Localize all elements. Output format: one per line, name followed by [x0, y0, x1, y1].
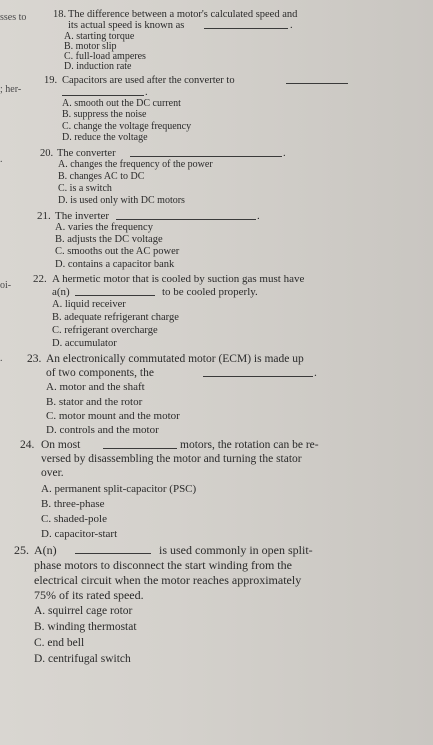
question-number: 20.: [40, 148, 54, 159]
answer-blank: [75, 543, 151, 554]
question-text: A hermetic motor that is cooled by suction gas must have: [52, 273, 305, 285]
option: C. shaded-pole: [41, 513, 107, 525]
option: B. motor slip: [64, 41, 117, 52]
question-text: The converter: [57, 148, 116, 159]
margin-fragment-4: oi-: [0, 280, 12, 291]
option: B. winding thermostat: [34, 621, 137, 633]
option: A. liquid receiver: [52, 299, 126, 310]
option: A. changes the frequency of the power: [58, 159, 213, 170]
option: C. smooths out the AC power: [55, 246, 180, 257]
option: B. adequate refrigerant charge: [52, 312, 179, 323]
option: D. capacitor-start: [41, 528, 118, 540]
question-number: 23.: [27, 353, 42, 365]
option: C. end bell: [34, 637, 85, 649]
question-punctuation: .: [290, 20, 293, 31]
option: C. change the voltage frequency: [62, 121, 192, 132]
question-text: An electronically commutated motor (ECM) is made up: [46, 353, 304, 365]
question-text: A(n): [34, 543, 57, 557]
question-number: 18.: [53, 9, 67, 20]
question-punctuation: .: [257, 210, 260, 222]
option: C. is a switch: [58, 183, 112, 194]
option: B. stator and the rotor: [46, 396, 143, 408]
question-text: versed by disassembling the motor and turning the stator: [41, 453, 302, 465]
option: C. refrigerant overcharge: [52, 325, 158, 336]
answer-blank: [203, 367, 313, 377]
answer-blank: [103, 439, 177, 449]
question-text: The difference between a motor's calculated speed and: [68, 9, 298, 20]
option: D. contains a capacitor bank: [55, 259, 175, 270]
margin-fragment-5: .: [0, 353, 3, 364]
question-text: over.: [41, 467, 64, 479]
option: B. three-phase: [41, 498, 105, 510]
question-text: motors, the rotation can be re-: [180, 439, 319, 451]
option: A. permanent split-capacitor (PSC): [41, 483, 197, 495]
option: C. motor mount and the motor: [46, 410, 180, 422]
question-punctuation: .: [145, 87, 148, 98]
option: C. full-load amperes: [64, 51, 146, 62]
answer-blank: [62, 87, 144, 96]
question-punctuation: .: [283, 148, 286, 159]
question-text: 75% of its rated speed.: [34, 588, 144, 602]
option: D. reduce the voltage: [62, 132, 148, 143]
answer-blank: [116, 210, 256, 220]
answer-blank: [286, 75, 348, 84]
margin-fragment-3: .: [0, 154, 3, 165]
question-punctuation: .: [314, 367, 317, 379]
option: D. centrifugal switch: [34, 653, 131, 665]
question-text: The inverter: [55, 210, 110, 222]
question-number: 24.: [20, 439, 35, 451]
question-text: of two components, the: [46, 367, 154, 379]
question-text: a(n): [52, 286, 70, 298]
option: D. accumulator: [52, 338, 117, 349]
question-text: On most: [41, 439, 81, 451]
option: A. starting torque: [64, 31, 135, 42]
question-number: 19.: [44, 75, 58, 86]
question-text: phase motors to disconnect the start winding from the: [34, 558, 292, 572]
margin-fragment-2: ; her-: [0, 84, 22, 95]
margin-fragment-1: sses to: [0, 12, 27, 23]
question-text: Capacitors are used after the converter to: [62, 75, 235, 86]
question-text: electrical circuit when the motor reaches approximately: [34, 573, 302, 587]
answer-blank: [204, 20, 288, 29]
question-text: is used commonly in open split-: [159, 543, 313, 557]
question-number: 22.: [33, 273, 47, 285]
option: A. squirrel cage rotor: [34, 605, 133, 617]
option: D. is used only with DC motors: [58, 195, 185, 206]
option: D. controls and the motor: [46, 424, 159, 436]
option: B. adjusts the DC voltage: [55, 234, 163, 245]
option: B. suppress the noise: [62, 109, 147, 120]
question-text: to be cooled properly.: [162, 286, 258, 298]
option: A. motor and the shaft: [46, 381, 145, 393]
question-text: its actual speed is known as: [68, 20, 185, 31]
option: A. smooth out the DC current: [62, 98, 181, 109]
question-number: 21.: [37, 210, 51, 222]
answer-blank: [130, 148, 282, 157]
option: A. varies the frequency: [55, 222, 153, 233]
option: D. induction rate: [64, 61, 132, 72]
answer-blank: [75, 286, 155, 296]
option: B. changes AC to DC: [58, 171, 145, 182]
question-number: 25.: [14, 543, 29, 557]
